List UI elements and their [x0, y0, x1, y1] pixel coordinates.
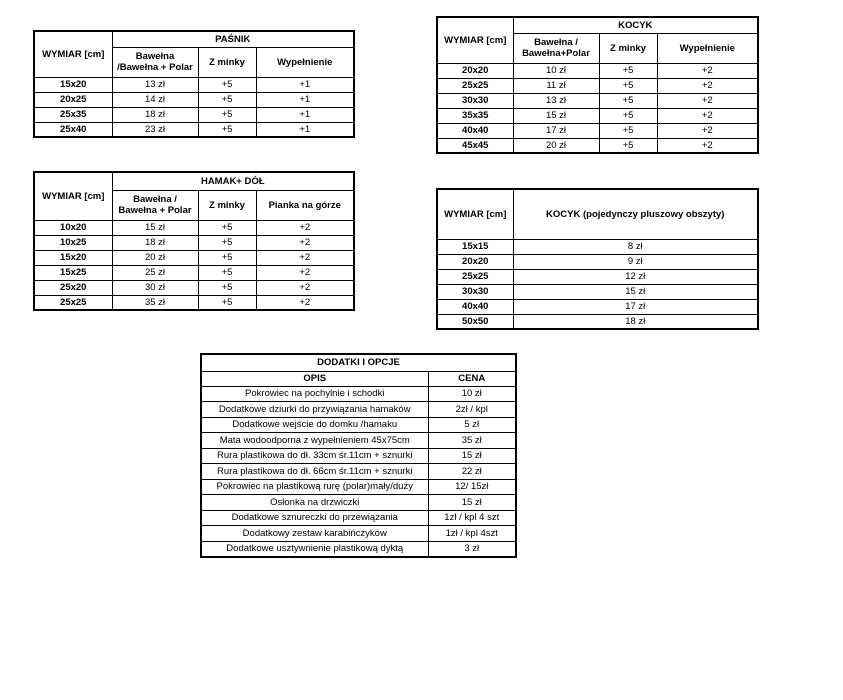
cell-price: 9 zł [513, 254, 758, 269]
cell-dim: 25x35 [34, 107, 112, 122]
cell-price: 10 zł [513, 63, 599, 78]
cell-extra: +2 [657, 78, 758, 93]
cell-price: 30 zł [112, 280, 198, 295]
col-minky-header: Z minky [198, 47, 256, 77]
cell-price: 17 zł [513, 123, 599, 138]
cell-minky: +5 [599, 93, 657, 108]
cell-minky: +5 [599, 78, 657, 93]
cell-dim: 35x35 [437, 108, 513, 123]
cell-dim: 25x20 [34, 280, 112, 295]
cell-dim: 25x25 [437, 78, 513, 93]
table-row [34, 122, 354, 137]
col-price-header: CENA [428, 371, 516, 386]
cell-price: 12/ 15zł [428, 479, 516, 495]
table-title: PAŚNIK [112, 31, 354, 47]
cell-minky: +5 [198, 280, 256, 295]
cell-price: 15 zł [428, 448, 516, 464]
cell-dim: 15x20 [34, 250, 112, 265]
cell-price: 12 zł [513, 269, 758, 284]
cell-price: 20 zł [112, 250, 198, 265]
table-row [34, 107, 354, 122]
table-row [201, 417, 516, 433]
col-filling-header: Wypełnienie [256, 47, 354, 77]
cell-minky: +5 [599, 138, 657, 153]
cell-price: 13 zł [112, 77, 198, 92]
table-row [34, 235, 354, 250]
cell-price: 17 zł [513, 299, 758, 314]
table-row [437, 239, 758, 254]
table-row [201, 433, 516, 449]
cell-dim: 25x40 [34, 122, 112, 137]
table-row [437, 299, 758, 314]
table-row [201, 402, 516, 418]
cell-minky: +5 [599, 123, 657, 138]
cell-price: 22 zł [428, 464, 516, 480]
cell-price: 18 zł [513, 314, 758, 329]
table-title: HAMAK+ DÓŁ [112, 172, 354, 190]
table-row [437, 284, 758, 299]
col-foam-header: Pianka na górze [256, 190, 354, 220]
table-row [34, 250, 354, 265]
cell-price: 23 zł [112, 122, 198, 137]
col-minky-header: Z minky [599, 33, 657, 63]
table-row [34, 280, 354, 295]
pasnik-price-table [33, 30, 355, 138]
cell-desc: Mata wodoodporna z wypełnieniem 45x75cm [201, 433, 428, 449]
table-row [201, 464, 516, 480]
cell-dim: 40x40 [437, 299, 513, 314]
table-row [201, 541, 516, 557]
cell-extra: +2 [657, 108, 758, 123]
col-cotton-header: Bawełna / Bawełna+Polar [513, 33, 599, 63]
cell-price: 1zł / kpl 4szt [428, 526, 516, 542]
table-row [437, 78, 758, 93]
table-row [201, 510, 516, 526]
cell-dim: 30x30 [437, 284, 513, 299]
cell-price: 18 zł [112, 107, 198, 122]
table-title: DODATKI I OPCJE [201, 354, 516, 371]
cell-desc: Dodatkowe dziurki do przywiązania hamaków [201, 402, 428, 418]
cell-dim: 20x20 [437, 63, 513, 78]
col-filling-header: Wypełnienie [657, 33, 758, 63]
table-row [34, 77, 354, 92]
cell-desc: Osłonka na drzwiczki [201, 495, 428, 511]
cell-dim: 15x15 [437, 239, 513, 254]
table-row [34, 265, 354, 280]
col-desc-header: OPIS [201, 371, 428, 386]
table-row [437, 63, 758, 78]
cell-extra: +2 [256, 235, 354, 250]
cell-minky: +5 [599, 63, 657, 78]
table-row [437, 269, 758, 284]
cell-minky: +5 [198, 295, 256, 310]
cell-desc: Dodatkowe sznureczki do przewiązania [201, 510, 428, 526]
cell-dim: 10x25 [34, 235, 112, 250]
col-cotton-header: Bawełna /Bawełna + Polar [112, 47, 198, 77]
cell-extra: +2 [657, 123, 758, 138]
cell-extra: +1 [256, 92, 354, 107]
col-cotton-header: Bawełna / Bawełna + Polar [112, 190, 198, 220]
cell-price: 35 zł [112, 295, 198, 310]
cell-price: 15 zł [513, 108, 599, 123]
cell-minky: +5 [198, 250, 256, 265]
cell-price: 11 zł [513, 78, 599, 93]
dim-header: WYMIAR [cm] [437, 17, 513, 63]
cell-price: 18 zł [112, 235, 198, 250]
table-row [34, 295, 354, 310]
cell-price: 15 zł [513, 284, 758, 299]
table-row [437, 138, 758, 153]
dim-header: WYMIAR [cm] [34, 31, 112, 77]
table-row [437, 314, 758, 329]
cell-price: 3 zł [428, 541, 516, 557]
cell-minky: +5 [198, 220, 256, 235]
cell-price: 15 zł [112, 220, 198, 235]
cell-extra: +2 [256, 265, 354, 280]
cell-price: 1zł / kpl 4 szt [428, 510, 516, 526]
kocyk-price-table [436, 16, 759, 154]
cell-extra: +1 [256, 77, 354, 92]
table-row [201, 386, 516, 402]
cell-extra: +1 [256, 122, 354, 137]
cell-desc: Dodatkowe wejście do domku /hamaku [201, 417, 428, 433]
kocyk-pluszowy-price-table [436, 188, 759, 330]
table-row [437, 123, 758, 138]
cell-extra: +2 [256, 250, 354, 265]
cell-dim: 40x40 [437, 123, 513, 138]
cell-desc: Rura plastikowa do dł. 33cm śr.11cm + sznurki [201, 448, 428, 464]
cell-desc: Pokrowiec na plastikową rurę (polar)mały/duży [201, 479, 428, 495]
cell-minky: +5 [198, 235, 256, 250]
table-row [201, 479, 516, 495]
cell-extra: +2 [256, 280, 354, 295]
cell-price: 13 zł [513, 93, 599, 108]
cell-extra: +2 [657, 138, 758, 153]
cell-desc: Dodatkowy zestaw karabińczyków [201, 526, 428, 542]
cell-minky: +5 [198, 107, 256, 122]
cell-dim: 20x25 [34, 92, 112, 107]
cell-price: 20 zł [513, 138, 599, 153]
cell-dim: 30x30 [437, 93, 513, 108]
col-minky-header: Z minky [198, 190, 256, 220]
table-row [34, 92, 354, 107]
cell-minky: +5 [599, 108, 657, 123]
cell-dim: 10x20 [34, 220, 112, 235]
cell-dim: 50x50 [437, 314, 513, 329]
cell-desc: Dodatkowe usztywnienie plastikową dyktą [201, 541, 428, 557]
cell-dim: 15x20 [34, 77, 112, 92]
cell-minky: +5 [198, 77, 256, 92]
cell-price: 35 zł [428, 433, 516, 449]
cell-minky: +5 [198, 92, 256, 107]
dodatki-opcje-table [200, 353, 517, 558]
cell-price: 8 zł [513, 239, 758, 254]
cell-price: 10 zł [428, 386, 516, 402]
cell-dim: 45x45 [437, 138, 513, 153]
cell-desc: Pokrowiec na pochylnie i schodki [201, 386, 428, 402]
cell-extra: +1 [256, 107, 354, 122]
table-row [201, 448, 516, 464]
cell-minky: +5 [198, 122, 256, 137]
cell-price: 15 zł [428, 495, 516, 511]
table-row [437, 254, 758, 269]
table-row [34, 220, 354, 235]
cell-extra: +2 [657, 63, 758, 78]
cell-dim: 25x25 [34, 295, 112, 310]
table-row [437, 93, 758, 108]
cell-price: 5 zł [428, 417, 516, 433]
table-title: KOCYK [513, 17, 758, 33]
cell-dim: 25x25 [437, 269, 513, 284]
cell-dim: 20x20 [437, 254, 513, 269]
hamak-price-table [33, 171, 355, 311]
cell-dim: 15x25 [34, 265, 112, 280]
cell-price: 14 zł [112, 92, 198, 107]
cell-price: 25 zł [112, 265, 198, 280]
cell-extra: +2 [256, 220, 354, 235]
table-title: KOCYK (pojedynczy pluszowy obszyty) [513, 189, 758, 239]
dim-header: WYMIAR [cm] [437, 189, 513, 239]
cell-desc: Rura plastikowa do dł. 66cm śr.11cm + sznurki [201, 464, 428, 480]
table-row [201, 495, 516, 511]
dim-header: WYMIAR [cm] [34, 172, 112, 220]
table-row [201, 526, 516, 542]
cell-extra: +2 [657, 93, 758, 108]
cell-extra: +2 [256, 295, 354, 310]
cell-minky: +5 [198, 265, 256, 280]
cell-price: 2zł / kpl [428, 402, 516, 418]
table-row [437, 108, 758, 123]
